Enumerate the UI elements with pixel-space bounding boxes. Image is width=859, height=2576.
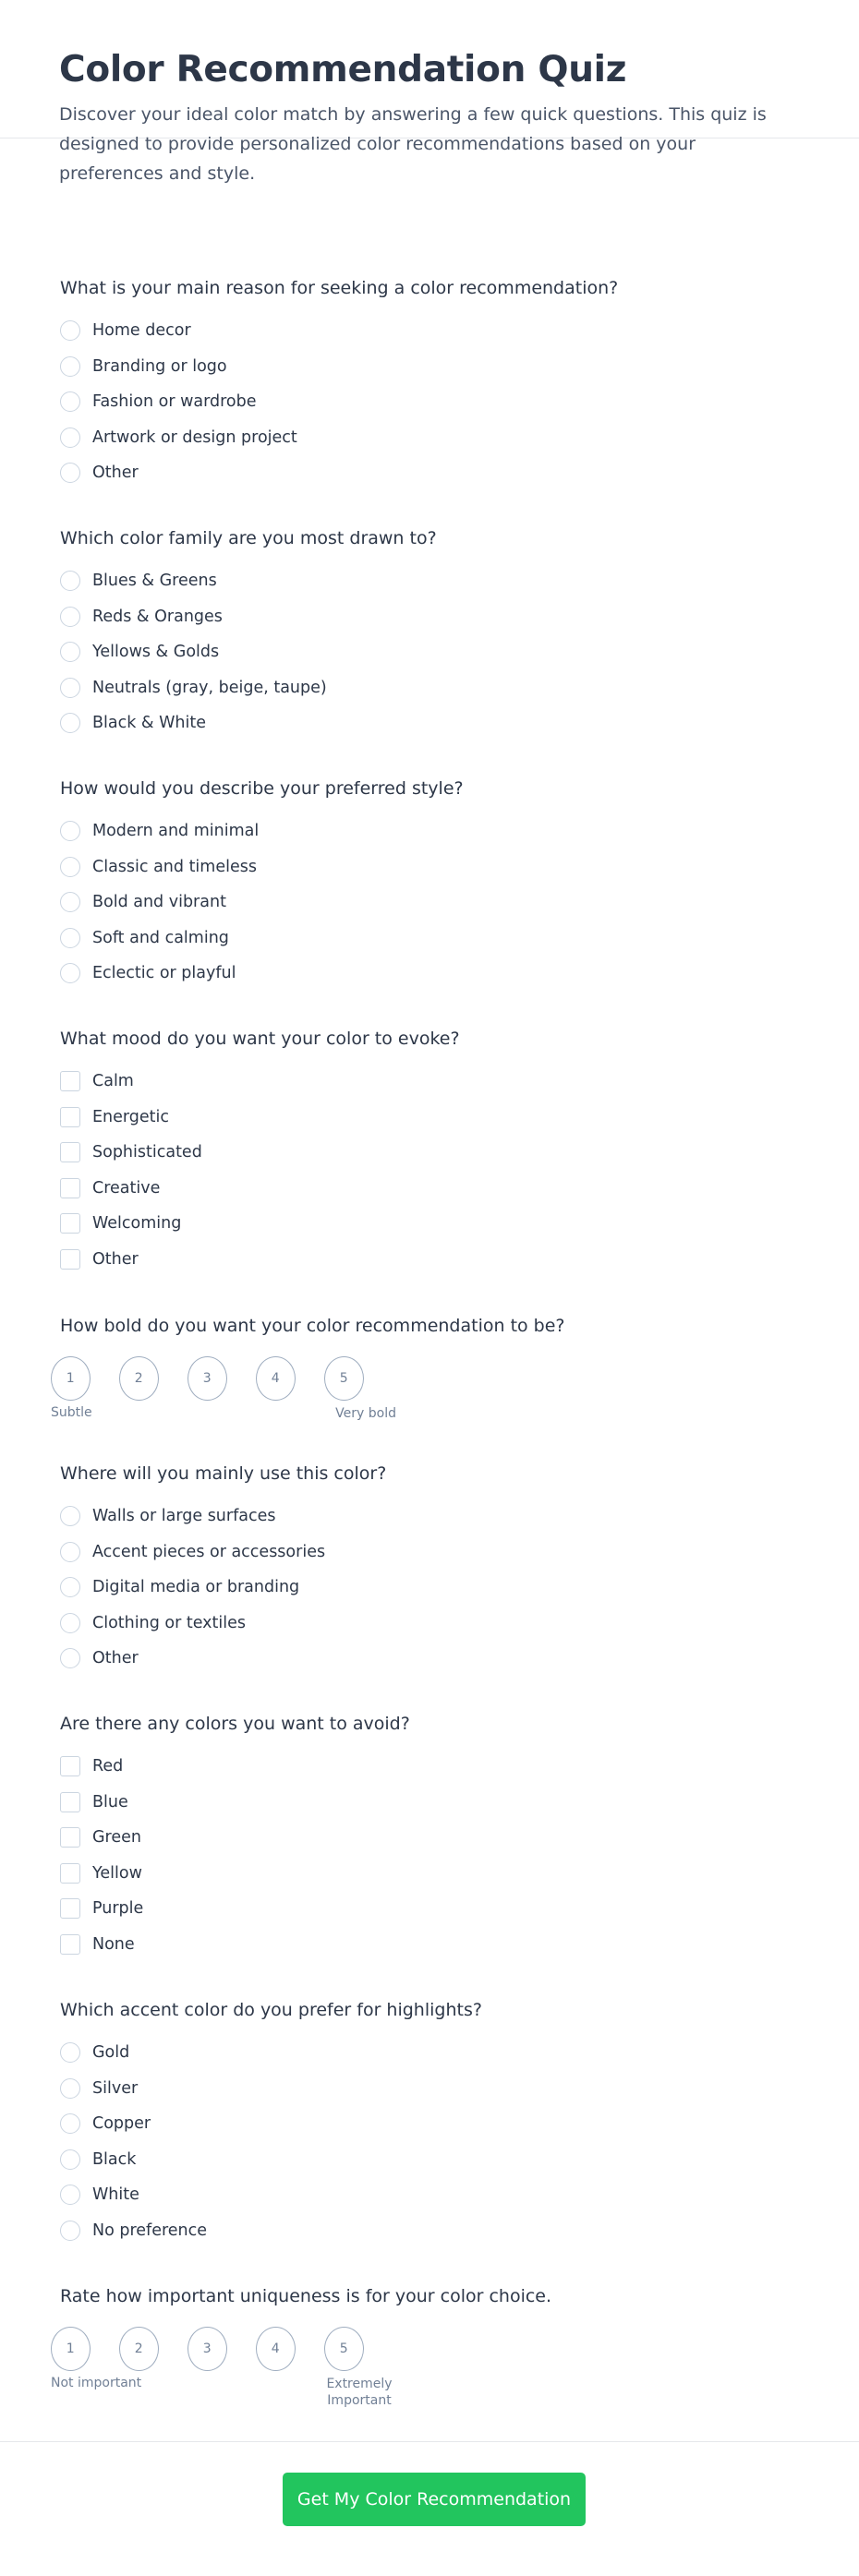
question-avoid-colors bbox=[60, 1712, 410, 1962]
option-label: Other bbox=[92, 1649, 139, 1668]
option-label: Branding or logo bbox=[92, 356, 227, 376]
option-label: Walls or large surfaces bbox=[92, 1507, 276, 1526]
radio-button[interactable] bbox=[60, 2113, 80, 2134]
checkbox[interactable] bbox=[60, 1178, 80, 1198]
radio-option[interactable] bbox=[60, 420, 618, 456]
checkbox[interactable] bbox=[60, 1792, 80, 1812]
checkbox-option[interactable] bbox=[60, 1064, 460, 1100]
scale-option-5[interactable]: 5 bbox=[324, 1356, 364, 1401]
scale-option-3[interactable]: 3 bbox=[188, 2327, 227, 2371]
radio-button[interactable] bbox=[60, 427, 80, 448]
radio-button[interactable] bbox=[60, 2078, 80, 2099]
question-preferred-style bbox=[60, 776, 464, 992]
radio-option[interactable] bbox=[60, 634, 437, 670]
option-label: Neutrals (gray, beige, taupe) bbox=[92, 678, 327, 697]
radio-option[interactable] bbox=[60, 313, 618, 349]
checkbox-option[interactable] bbox=[60, 1820, 410, 1856]
option-label: Yellow bbox=[92, 1863, 142, 1883]
checkbox-option[interactable] bbox=[60, 1100, 460, 1136]
option-label: Accent pieces or accessories bbox=[92, 1542, 326, 1561]
radio-option[interactable] bbox=[60, 2071, 482, 2107]
radio-option[interactable] bbox=[60, 1641, 386, 1677]
checkbox[interactable] bbox=[60, 1071, 80, 1091]
option-label: Sophisticated bbox=[92, 1143, 202, 1162]
radio-button[interactable] bbox=[60, 963, 80, 983]
question-color-family bbox=[60, 526, 437, 741]
question-title: What mood do you want your color to evoke? bbox=[60, 1029, 460, 1049]
question-title: Which color family are you most drawn to? bbox=[60, 528, 437, 548]
option-label: Eclectic or playful bbox=[92, 964, 236, 983]
radio-button[interactable] bbox=[60, 2221, 80, 2241]
radio-option[interactable] bbox=[60, 349, 618, 385]
radio-option[interactable] bbox=[60, 2177, 482, 2213]
radio-button[interactable] bbox=[60, 821, 80, 841]
scale-low-label: Not important bbox=[51, 2376, 142, 2390]
radio-button[interactable] bbox=[60, 1506, 80, 1526]
scale-option-4[interactable]: 4 bbox=[256, 1356, 296, 1401]
radio-button[interactable] bbox=[60, 463, 80, 483]
scale-option-2[interactable]: 2 bbox=[119, 2327, 159, 2371]
option-label: No preference bbox=[92, 2221, 208, 2240]
radio-button[interactable] bbox=[60, 892, 80, 912]
checkbox[interactable] bbox=[60, 1934, 80, 1955]
option-label: Soft and calming bbox=[92, 928, 229, 947]
question-boldness bbox=[60, 1314, 565, 1351]
page-title: Color Recommendation Quiz bbox=[59, 49, 627, 90]
checkbox[interactable] bbox=[60, 1107, 80, 1127]
radio-option[interactable] bbox=[60, 2213, 482, 2249]
radio-button[interactable] bbox=[60, 928, 80, 948]
scale-option-3[interactable]: 3 bbox=[188, 1356, 227, 1401]
scale-option-4[interactable]: 4 bbox=[256, 2327, 296, 2371]
checkbox-option[interactable] bbox=[60, 1785, 410, 1821]
radio-button[interactable] bbox=[60, 857, 80, 877]
option-label: Fashion or wardrobe bbox=[92, 392, 257, 412]
radio-button[interactable] bbox=[60, 642, 80, 662]
option-label: Black bbox=[92, 2149, 137, 2169]
radio-button[interactable] bbox=[60, 1577, 80, 1597]
option-label: Other bbox=[92, 463, 139, 483]
radio-option[interactable] bbox=[60, 455, 618, 491]
checkbox-option[interactable] bbox=[60, 1135, 460, 1171]
checkbox[interactable] bbox=[60, 1249, 80, 1270]
radio-option[interactable] bbox=[60, 599, 437, 635]
quiz-header bbox=[0, 0, 859, 184]
question-uniqueness bbox=[60, 2284, 551, 2321]
checkbox[interactable] bbox=[60, 1863, 80, 1884]
boldness-scale bbox=[51, 1356, 396, 1435]
option-label: Purple bbox=[92, 1899, 144, 1919]
radio-button[interactable] bbox=[60, 713, 80, 733]
option-label: Modern and minimal bbox=[92, 822, 260, 841]
radio-button[interactable] bbox=[60, 571, 80, 591]
checkbox-option[interactable] bbox=[60, 1927, 410, 1963]
scale-option-5[interactable]: 5 bbox=[324, 2327, 364, 2371]
option-label: Artwork or design project bbox=[92, 427, 297, 447]
question-accent-color bbox=[60, 1998, 482, 2248]
option-label: White bbox=[92, 2185, 139, 2205]
checkbox[interactable] bbox=[60, 1898, 80, 1919]
radio-button[interactable] bbox=[60, 1542, 80, 1562]
radio-option[interactable] bbox=[60, 670, 437, 706]
scale-high-label: Very bold bbox=[335, 1406, 396, 1421]
scale-low-label: Subtle bbox=[51, 1405, 92, 1420]
checkbox-option[interactable] bbox=[60, 1856, 410, 1892]
checkbox[interactable] bbox=[60, 1213, 80, 1234]
option-label: Black & White bbox=[92, 714, 207, 733]
option-label: Blue bbox=[92, 1792, 128, 1812]
question-mood bbox=[60, 1027, 460, 1277]
uniqueness-scale bbox=[51, 2327, 393, 2408]
question-title: Are there any colors you want to avoid? bbox=[60, 1714, 410, 1734]
question-title: How bold do you want your color recommendation to be? bbox=[60, 1316, 565, 1336]
scale-option-2[interactable]: 2 bbox=[119, 1356, 159, 1401]
checkbox-option[interactable] bbox=[60, 1206, 460, 1242]
option-label: Gold bbox=[92, 2043, 130, 2063]
option-label: Digital media or branding bbox=[92, 1578, 300, 1597]
option-label: Copper bbox=[92, 2114, 151, 2134]
checkbox[interactable] bbox=[60, 1827, 80, 1848]
radio-option[interactable] bbox=[60, 1570, 386, 1606]
scale-option-1[interactable]: 1 bbox=[51, 1356, 91, 1401]
option-label: Red bbox=[92, 1757, 124, 1776]
option-label: Other bbox=[92, 1249, 139, 1269]
radio-button[interactable] bbox=[60, 2149, 80, 2170]
option-label: Blues & Greens bbox=[92, 572, 217, 591]
radio-button[interactable] bbox=[60, 1648, 80, 1668]
question-main-reason bbox=[60, 276, 618, 491]
radio-option[interactable] bbox=[60, 921, 464, 957]
option-label: Calm bbox=[92, 1072, 134, 1091]
radio-button[interactable] bbox=[60, 1613, 80, 1633]
checkbox[interactable] bbox=[60, 1756, 80, 1776]
radio-option[interactable] bbox=[60, 1499, 386, 1535]
option-label: Welcoming bbox=[92, 1214, 182, 1234]
option-label: Green bbox=[92, 1828, 141, 1848]
quiz-footer bbox=[0, 2441, 859, 2576]
option-label: Creative bbox=[92, 1178, 161, 1198]
radio-option[interactable] bbox=[60, 849, 464, 885]
question-title: How would you describe your preferred style? bbox=[60, 778, 464, 799]
radio-button[interactable] bbox=[60, 2185, 80, 2205]
radio-option[interactable] bbox=[60, 1535, 386, 1571]
scale-high-label: Extremely Important bbox=[326, 2377, 393, 2408]
option-label: Yellows & Golds bbox=[92, 643, 220, 662]
radio-option[interactable] bbox=[60, 1606, 386, 1642]
radio-option[interactable] bbox=[60, 2142, 482, 2178]
option-label: Energetic bbox=[92, 1107, 170, 1126]
checkbox-option[interactable] bbox=[60, 1891, 410, 1927]
question-title: Which accent color do you prefer for highlights? bbox=[60, 2000, 482, 2020]
checkbox-option[interactable] bbox=[60, 1749, 410, 1785]
question-title: Rate how important uniqueness is for your color choice. bbox=[60, 2286, 552, 2306]
option-label: Classic and timeless bbox=[92, 857, 257, 876]
radio-option[interactable] bbox=[60, 563, 437, 599]
option-label: Silver bbox=[92, 2078, 139, 2098]
radio-button[interactable] bbox=[60, 356, 80, 377]
question-usage bbox=[60, 1462, 386, 1677]
radio-option[interactable] bbox=[60, 2106, 482, 2142]
radio-button[interactable] bbox=[60, 320, 80, 341]
radio-option[interactable] bbox=[60, 885, 464, 921]
option-label: Reds & Oranges bbox=[92, 607, 223, 626]
radio-option[interactable] bbox=[60, 705, 437, 741]
radio-button[interactable] bbox=[60, 678, 80, 698]
checkbox-option[interactable] bbox=[60, 1171, 460, 1207]
get-recommendation-button[interactable]: Get My Color Recommendation bbox=[283, 2473, 586, 2526]
checkbox-option[interactable] bbox=[60, 1242, 460, 1278]
radio-option[interactable] bbox=[60, 813, 464, 849]
option-label: None bbox=[92, 1934, 135, 1954]
option-label: Bold and vibrant bbox=[92, 893, 226, 912]
option-label: Home decor bbox=[92, 321, 191, 341]
question-title: Where will you mainly use this color? bbox=[60, 1463, 387, 1484]
scale-option-1[interactable]: 1 bbox=[51, 2327, 91, 2371]
radio-option[interactable] bbox=[60, 2035, 482, 2071]
radio-button[interactable] bbox=[60, 607, 80, 627]
option-label: Clothing or textiles bbox=[92, 1613, 246, 1632]
question-title: What is your main reason for seeking a color recommendation? bbox=[60, 278, 619, 298]
radio-option[interactable] bbox=[60, 956, 464, 992]
radio-button[interactable] bbox=[60, 391, 80, 412]
checkbox[interactable] bbox=[60, 1142, 80, 1162]
page-description: Discover your ideal color match by answering a few quick questions. This quiz is designed to provide personalized color recommendations based on your preferences and style. bbox=[59, 104, 767, 184]
radio-option[interactable] bbox=[60, 384, 618, 420]
radio-button[interactable] bbox=[60, 2042, 80, 2063]
